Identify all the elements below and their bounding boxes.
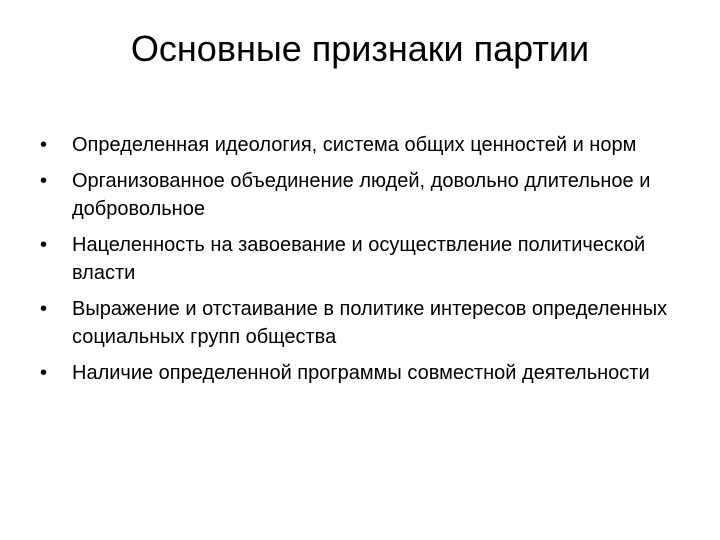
slide-title: Основные признаки партии <box>130 28 590 69</box>
bullet-text: Выражение и отстаивание в политике интересов определенных социальных групп общества <box>72 298 668 348</box>
bullet-dot-icon: • <box>40 298 48 320</box>
bullet-dot-icon: • <box>40 134 48 156</box>
bullet-item-organization <box>36 167 684 223</box>
bullet-text: Нацеленность на завоевание и осуществление политической власти <box>72 234 646 284</box>
bullet-item-interests <box>36 295 684 351</box>
bullet-text: Определенная идеология, система общих ценностей и норм <box>72 134 637 156</box>
bullet-text: Организованное объединение людей, довольно длительное и добровольное <box>72 170 651 220</box>
bullet-item-ideology <box>36 131 684 159</box>
bullet-dot-icon: • <box>40 170 48 192</box>
bullet-list <box>36 131 684 395</box>
bullet-dot-icon: • <box>40 362 48 384</box>
bullet-item-power <box>36 231 684 287</box>
bullet-text: Наличие определенной программы совместной деятельности <box>72 362 650 384</box>
bullet-dot-icon: • <box>40 234 48 256</box>
bullet-item-program <box>36 359 684 387</box>
